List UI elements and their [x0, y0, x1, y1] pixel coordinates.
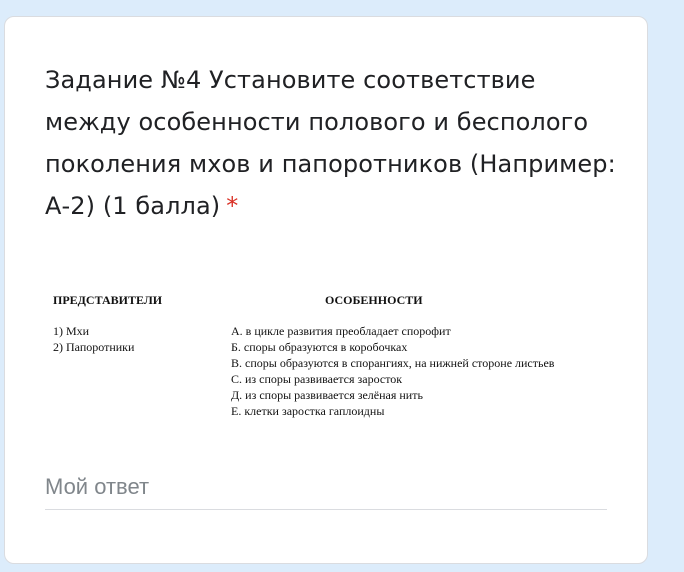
representative-item: 1) Мхи — [53, 324, 90, 338]
feature-item: Е. клетки заростка гаплоидны — [231, 404, 385, 418]
answer-input[interactable] — [45, 469, 607, 505]
representative-item: 2) Папоротники — [53, 340, 135, 354]
question-card — [4, 16, 648, 564]
feature-item: С. из споры развивается заросток — [231, 372, 403, 386]
feature-item: А. в цикле развития преобладает спорофит — [231, 324, 451, 338]
question-title — [45, 59, 625, 227]
feature-item: Д. из споры развивается зелёная нить — [231, 388, 423, 402]
representatives-header: ПРЕДСТАВИТЕЛИ — [53, 293, 163, 307]
representatives-list — [53, 323, 134, 355]
features-header: ОСОБЕННОСТИ — [325, 293, 423, 307]
question-image — [51, 293, 621, 443]
answer-field — [45, 469, 607, 510]
question-text: Задание №4 Установите соответствие между особенности полового и бесполого поколения мхов и папоротников (Например: А-2) (1 балла) — [45, 66, 616, 220]
feature-item: Б. споры образуются в коробочках — [231, 340, 408, 354]
required-asterisk: * — [226, 192, 239, 220]
feature-item: В. споры образуются в спорангиях, на нижней стороне листьев — [231, 356, 555, 370]
features-list — [231, 323, 554, 419]
